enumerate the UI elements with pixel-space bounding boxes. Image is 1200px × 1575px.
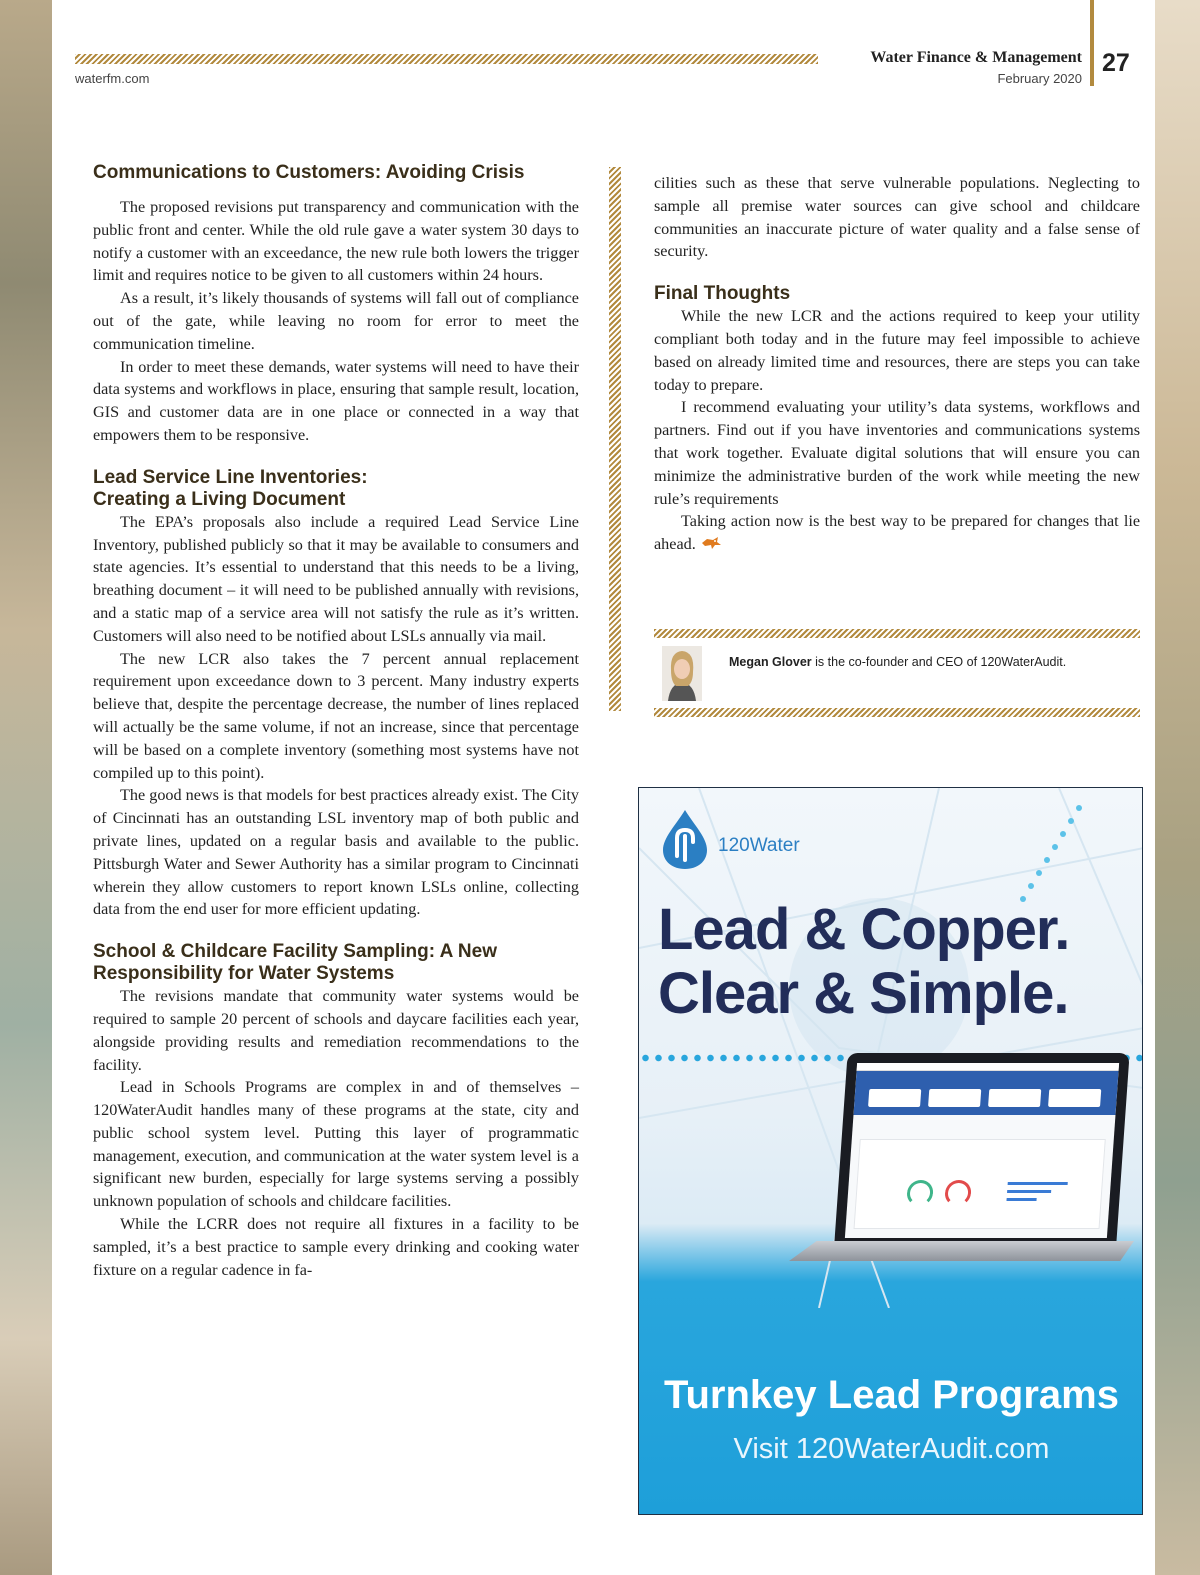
author-photo — [662, 646, 702, 701]
section-heading-line: Lead Service Line Inventories: — [93, 466, 368, 488]
ad-headline-line: Clear & Simple. — [658, 961, 1069, 1026]
closing-sentence: Taking action now is the best way to be prepared for changes that lie ahead. — [654, 512, 1140, 554]
issue-date: February 2020 — [997, 71, 1082, 86]
article-column-right — [654, 172, 1140, 556]
dashboard-hero — [853, 1071, 1118, 1115]
paragraph: The revisions mandate that community water systems would be required to sample 20 percent of schools and daycare facilities each year, alongside providing results and remediation recommendations to the facility. — [93, 987, 579, 1074]
bio-rule-top — [654, 629, 1140, 638]
background-photo-right — [1155, 0, 1200, 1575]
header-hatch-rule — [75, 54, 818, 64]
stat-card — [988, 1089, 1041, 1107]
column-divider — [609, 167, 621, 711]
bio-rule-bottom — [654, 708, 1140, 717]
water-drop-logo-icon — [659, 808, 711, 870]
website-link[interactable]: waterfm.com — [75, 71, 150, 86]
article-column-left — [93, 162, 579, 1281]
paragraph: In order to meet these demands, water systems will need to have their data systems and workflows in place, ensuring that sample result, location, GIS and customer data are in one place or connected in a way that empowers them to be responsive. — [93, 357, 579, 444]
paragraph — [654, 510, 1140, 556]
author-bio-text: is the co-founder and CEO of 120WaterAudit. — [815, 655, 1067, 669]
paragraph: As a result, it’s likely thousands of systems will fall out of compliance out of the gate, while leaving no room for error to meet the communication timeline. — [93, 289, 579, 353]
section-heading: Final Thoughts — [654, 283, 791, 305]
paragraph: The good news is that models for best practices already exist. The City of Cincinnati has an outstanding LSL inventory map of both public and private lines, updated on a regular basis and available to the public. Pittsburgh Water and Sewer Authority has a similar program to Cincinnati wherein they allow customers to report known LSLs online, collecting data from the end user for more efficient updating. — [93, 786, 579, 919]
background-photo-left — [0, 0, 52, 1575]
stat-card — [1048, 1089, 1101, 1107]
ad-headline — [658, 898, 1128, 1026]
laptop-base — [789, 1241, 1134, 1261]
program-progress-panel — [854, 1139, 1106, 1229]
paragraph: I recommend evaluating your utility’s data systems, workflows and partners. Find out if you have inventories and communications systems that work together. Evaluate digital solutions that will ensure you can minimize the administrative burden of the work while meeting the new rule’s requirements — [654, 398, 1140, 508]
gauge-icon — [944, 1180, 972, 1206]
section-heading: School & Childcare Facility Sampling: A New Responsibility for Water Systems — [93, 941, 498, 985]
stat-card — [868, 1089, 921, 1107]
section-heading-line: Creating a Living Document — [93, 488, 346, 510]
ad-brand-name: 120Water — [718, 835, 800, 856]
paragraph: While the LCRR does not require all fixtures in a facility to be sampled, it’s a best practice to sample every drinking and cooking water fixture on a regular cadence in fa- — [93, 1215, 579, 1279]
ad-cta-heading: Turnkey Lead Programs — [664, 1373, 1119, 1417]
section-heading: Communications to Customers: Avoiding Crisis — [93, 162, 525, 183]
progress-bar — [1006, 1198, 1036, 1201]
paragraph: The new LCR also takes the 7 percent annual replacement requirement upon exceedance down to 3 percent. Many industry experts believe that, despite the percentage decrease, the number of lines replaced will actually be the same volume, if not an increase, since that percentage will be based on a complete inventory (something most systems have not compiled up to this point). — [93, 649, 579, 782]
paragraph: While the new LCR and the actions required to keep your utility compliant both today and in the future may feel impossible to achieve based on already limited time and resources, there are steps you can take today to prepare. — [654, 307, 1140, 394]
ad-url-link[interactable]: Visit 120WaterAudit.com — [733, 1433, 1050, 1465]
paragraph: The proposed revisions put transparency and communication with the public front and center. While the old rule gave a water system 30 days to notify a customer with an exceedance, the new rule both lowers the trigger limit and requires notice to be given to all customers within 24 hours. — [93, 198, 579, 285]
page-number: 27 — [1102, 49, 1130, 77]
publication-title: Water Finance & Management — [870, 49, 1082, 66]
dashboard-nav — [857, 1063, 1120, 1071]
progress-bar — [1008, 1182, 1068, 1185]
stat-card — [928, 1089, 981, 1107]
header-accent-bar — [1090, 0, 1094, 86]
section-heading — [93, 467, 579, 511]
advertisement[interactable] — [638, 787, 1143, 1515]
author-name: Megan Glover — [729, 655, 812, 669]
gauge-icon — [906, 1180, 934, 1206]
dashboard-screen — [845, 1063, 1119, 1238]
end-mark-icon — [700, 536, 722, 550]
paragraph: Lead in Schools Programs are complex in and of themselves – 120WaterAudit handles many of these programs at the state, city and public school system level. Putting this layer of programmatic management, execution, and communication at the water system level is a significant new burden, especially for large systems serving a possibly unknown population of schools and childcare facilities. — [93, 1078, 579, 1211]
laptop-illustration — [789, 1053, 1134, 1293]
paragraph: The EPA’s proposals also include a required Lead Service Line Inventory, published publicly so that it may be available to consumers and state agencies. It’s essential to understand that this needs to be a living, breathing document – it will need to be published annually with revisions, and a static map of a service area will not satisfy the rule as it’s written. Customers will also need to be notified about LSLs annually via mail. — [93, 512, 579, 645]
author-bio — [729, 655, 1129, 669]
progress-bar — [1007, 1190, 1051, 1193]
ad-headline-line: Lead & Copper. — [658, 897, 1070, 962]
paragraph: cilities such as these that serve vulnerable populations. Neglecting to sample all premise water sources can give school and childcare communities an inaccurate picture of water quality and a false sense of security. — [654, 174, 1140, 261]
